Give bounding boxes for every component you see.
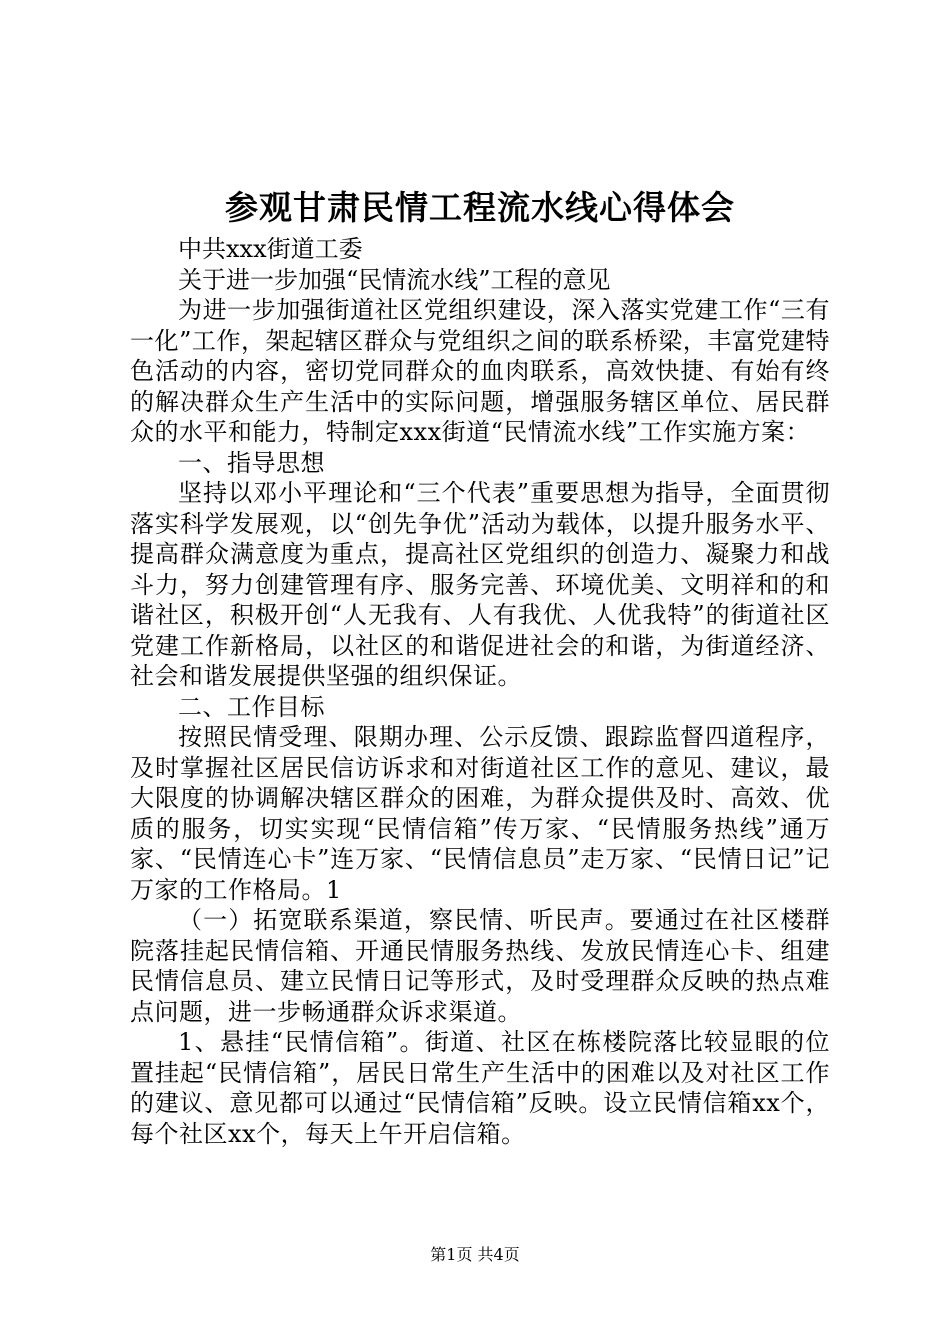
org-line: 中共xxx街道工委 xyxy=(178,235,363,263)
heading-guiding-thought: 一、指导思想 xyxy=(178,448,325,477)
heading-work-goal: 二、工作目标 xyxy=(178,692,325,721)
page-footer: 第1页 共4页 xyxy=(430,1245,520,1264)
paragraph-work-goal: 按照民情受理、限期办理、公示反馈、跟踪监督四道程序，及时掌握社区居民信访诉求和对街道社区工作的意见、建议，最大限度的协调解决辖区群众的困难，为群众提供及时、高效、优质的服务，切实实现“民情信箱”传万家、“民情服务热线”通万家、“民情连心卡”连万家、“民情信息员”走万家、“民情日记”记万家的工作格局。1 xyxy=(130,723,830,904)
document-title: 参观甘肃民情工程流水线心得体会 xyxy=(225,188,735,227)
paragraph-intro: 为进一步加强街道社区党组织建设，深入落实党建工作“三有一化”工作，架起辖区群众与党组织之间的联系桥梁，丰富党建特色活动的内容，密切党同群众的血肉联系，高效快捷、有始有终的解决群众生产生活中的实际问题，增强服务辖区单位、居民群众的水平和能力，特制定xxx街道“民情流水线”工作实施方案： xyxy=(130,296,830,446)
paragraph-section-one: （一）拓宽联系渠道，察民情、听民声。要通过在社区楼群院落挂起民情信箱、开通民情服务热线、发放民情连心卡、组建民情信息员、建立民情日记等形式，及时受理群众反映的热点难点问题，进一步畅通群众诉求渠道。 xyxy=(130,906,830,1026)
paragraph-guiding-thought: 坚持以邓小平理论和“三个代表”重要思想为指导，全面贯彻落实科学发展观，以“创先争优”活动为载体，以提升服务水平、提高群众满意度为重点，提高社区党组织的创造力、凝聚力和战斗力，努力创建管理有序、服务完善、环境优美、文明祥和的和谐社区，积极开创“人无我有、人有我优、人优我特”的街道社区党建工作新格局，以社区的和谐促进社会的和谐，为街道经济、社会和谐发展提供坚强的组织保证。 xyxy=(130,479,830,690)
paragraph-item-one: 1、悬挂“民情信箱”。街道、社区在栋楼院落比较显眼的位置挂起“民情信箱”，居民日常生产生活中的困难以及对社区工作的建议、意见都可以通过“民情信箱”反映。设立民情信箱xx个，每个社区xx个，每天上午开启信箱。 xyxy=(130,1028,830,1148)
document-body xyxy=(130,182,830,1149)
subtitle-line: 关于进一步加强“民情流水线”工程的意见 xyxy=(178,265,611,294)
